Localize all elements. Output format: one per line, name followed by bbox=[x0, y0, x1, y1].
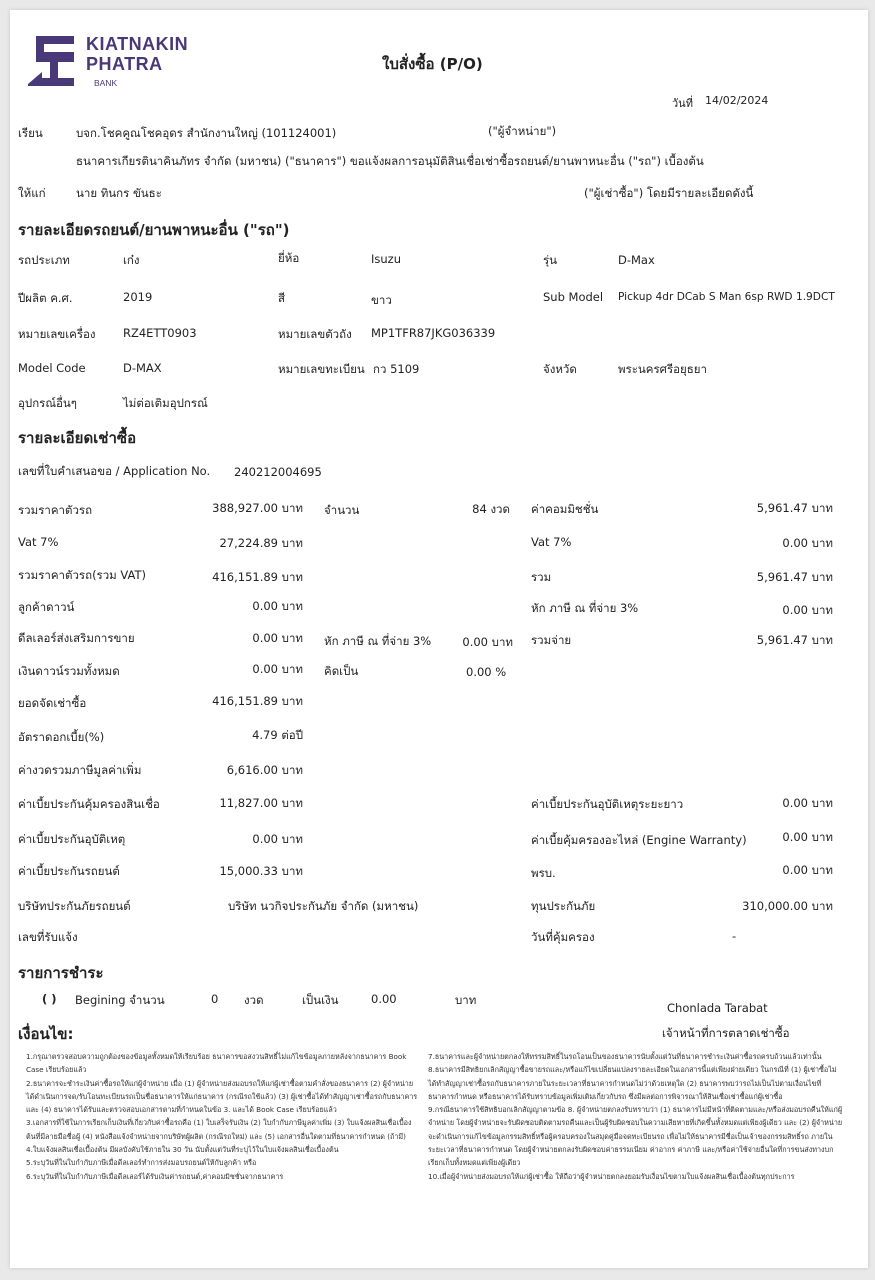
engine-warranty-value: 0.00 บาท bbox=[782, 830, 833, 844]
lease-left-value: 6,616.00 บาท bbox=[226, 763, 303, 777]
condition-item: 9.กรณีธนาคารใช้สิทธิบอกเลิกสัญญาตามข้อ 8. ผู้จำหน่ายตกลงรับทราบว่า (1) ธนาคารไม่มีหน้าที่ติดตามและ/หรือส่งมอบรถคืนให้แก่ผู้จำหน่าย โดยผู้จำหน่ายจะรับผิดชอบติดตามรถคืนและเป็นผู้รับผิดชอบในความเสียหายที่เกิดขึ้นทั้งหมดแต่เพียงผู้เดียว และ (2) ผู้จำหน่ายจะดำเนินการแก้ไขข้อมูลกรรมสิทธิ์หรือผู้ครอบครองในสมุดคู่มือจดทะเบียนรถ เพื่อไม่ให้ธนาคารมีชื่อเป็นเจ้าของกรรมสิทธิ์รถ ภายในระยะเวลาที่ธนาคารกำหนด โดยผู้จำหน่ายตกลงรับผิดชอบค่าธรรมเนียม ค่าอากร ค่าภาษี และ/หรือค่าใช้จ่ายอื่นใดที่การขนส่งทางบกเรียกเก็บทั้งหมดแต่เพียงผู้เดียว bbox=[428, 1105, 843, 1168]
insurance-company-label: บริษัทประกันภัยรถยนต์ bbox=[18, 899, 131, 913]
condition-item: 5.ระบุวันที่ในใบกำกับภาษีเมื่อดีลเลอร์ทำการส่งมอบรถยนต์ให้กับลูกค้า หรือ bbox=[26, 1158, 257, 1168]
conditions-right bbox=[428, 1050, 843, 1183]
begin-label: Begining จำนวน bbox=[75, 993, 165, 1007]
amount-label: เป็นเงิน bbox=[302, 993, 339, 1007]
conditions-left bbox=[26, 1050, 418, 1183]
payment-checkbox[interactable]: ( ) bbox=[42, 992, 57, 1006]
lease-left-value: 4.79 ต่อปี bbox=[252, 728, 303, 742]
vehicle-color-value: ขาว bbox=[371, 293, 392, 307]
purchase-order-page bbox=[10, 10, 868, 1268]
to-label: ให้แก่ bbox=[18, 186, 46, 200]
date-label: วันที่ bbox=[672, 97, 693, 110]
condition-item: 2.ธนาคารจะชำระเงินค่าซื้อรถให้แก่ผู้จำหน่าย เมื่อ (1) ผู้จำหน่ายส่งมอบรถให้แก่ผู้เช่าซื้อตามคำสั่งของธนาคาร (2) ผู้จำหน่ายได้ดำเนินการจด/รับโอนทะเบียนรถเป็นชื่อธนาคารให้แก่ธนาคาร (กรณีรถใช้แล้ว) (3) ผู้เช่าซื้อได้ทำสัญญาเช่าซื้อรถกับธนาคาร และ (4) ธนาคารได้รับและตรวจสอบเอกสารตามที่กำหนดในข้อ 3. และได้ Book Case เรียบร้อยแล้ว bbox=[26, 1078, 418, 1115]
condition-item: 4.ใบแจ้งผลสินเชื่อเบื้องต้น มีผลบังคับใช้ภายใน 30 วัน นับตั้งแต่วันที่ระบุไว้ในใบแจ้งผลสินเชื่อเบื้องต้น bbox=[26, 1145, 339, 1155]
condition-item: 6.ระบุวันที่ในใบกำกับภาษีเมื่อดีลเลอร์ได้รับเงินค่ารถยนต์,ค่าคอมมิชชั่นจากธนาคาร bbox=[26, 1171, 284, 1181]
lease-left-label: ค่าเบี้ยประกันคุ้มครองสินเชื่อ bbox=[18, 797, 160, 811]
application-no-label: เลขที่ใบคำเสนอขอ / Application No. bbox=[18, 464, 211, 478]
brand-line1: KIATNAKIN bbox=[86, 34, 189, 54]
dealer-wht-label: หัก ภาษี ณ ที่จ่าย 3% bbox=[324, 634, 432, 648]
compulsory-insurance-label: พรบ. bbox=[531, 866, 556, 880]
compulsory-insurance-value: 0.00 บาท bbox=[782, 863, 833, 877]
sum-insured-value: 310,000.00 บาท bbox=[742, 899, 833, 913]
lessee-name: นาย ทินกร ขันธะ bbox=[76, 186, 162, 200]
commission-total-label: รวม bbox=[531, 570, 552, 584]
application-no-value: 240212004695 bbox=[234, 465, 322, 479]
lease-left-value: 388,927.00 บาท bbox=[212, 501, 303, 515]
lease-left-value: 0.00 บาท bbox=[252, 599, 303, 613]
commission-payout-value: 5,961.47 บาท bbox=[756, 633, 833, 647]
notification-no-label: เลขที่รับแจ้ง bbox=[18, 930, 78, 944]
vehicle-type-value: เก๋ง bbox=[123, 253, 140, 267]
officer-name: Chonlada Tarabat bbox=[667, 1001, 768, 1015]
bank-logo-icon bbox=[28, 32, 80, 90]
model-code-label: Model Code bbox=[18, 361, 86, 375]
addressee-label: เรียน bbox=[18, 126, 43, 140]
commission-vat-value: 0.00 บาท bbox=[782, 536, 833, 550]
installments-value: 84 งวด bbox=[472, 502, 510, 516]
commission-value: 5,961.47 บาท bbox=[756, 501, 833, 515]
down-percent-value: 0.00 % bbox=[466, 665, 507, 679]
coverage-date-label: วันที่คุ้มครอง bbox=[531, 930, 595, 944]
condition-item: 1.กรุณาตรวจสอบความถูกต้องของข้อมูลทั้งหมดให้เรียบร้อย ธนาคารขอสงวนสิทธิ์ไม่แก้ไขข้อมูลภายหลังจากธนาคาร Book Case เรียบร้อยแล้ว bbox=[26, 1052, 407, 1075]
conditions-heading: เงื่อนไข: bbox=[18, 1025, 74, 1043]
condition-item: 8.ธนาคารมีสิทธิยกเลิกสัญญาซื้อขายรถและ/หรือแก้ไขเปลี่ยนแปลงรายละเอียดในเอกสารนี้แต่เพียงฝ่ายเดียว ในกรณีที่ (1) ผู้เช่าซื้อไม่ได้ทำสัญญาเช่าซื้อรถกับธนาคารภายในระยะเวลาที่ธนาคารกำหนดไม่ว่าด้วยเหตุใด (2) ธนาคารพบว่ารถไม่เป็นไปตามเงื่อนไขที่ธนาคารกำหนด หรือธนาคารได้รับทราบข้อมูลเพิ่มเติมเกี่ยวกับรถ ซึ่งมีผลต่อการพิจารณาให้สินเชื่อเช่าซื้อแก่ผู้เช่าซื้อ bbox=[428, 1065, 837, 1101]
condition-item: 7.ธนาคารและผู้จำหน่ายตกลงให้ทรรมสิทธิ์ในรถโอนเป็นของธนาคารนับตั้งแต่วันที่ธนาคารชำระเงินค่าซื้อรถครบถ้วนแล้วเท่านั้น bbox=[428, 1052, 822, 1061]
plate-number-label: หมายเลขทะเบียน bbox=[278, 362, 365, 376]
lease-left-value: 0.00 บาท bbox=[252, 631, 303, 645]
addressee-company: บจก.โชคคูณโชคอุดร สำนักงานใหญ่ (101124001) bbox=[76, 126, 337, 140]
condition-item: 3.เอกสารที่ใช้ในการเรียกเก็บเงินที่เกี่ยวกับค่าซื้อรถคือ (1) ใบเสร็จรับเงิน (2) ใบกำกับภาษีมูลค่าเพิ่ม (3) ใบแจ้งผลสินเชื่อเบื้องต้นที่มีลายมือชื่อผู้ (4) หนังสือแจ้งจำหน่ายจากบริษัทผู้ผลิต (กรณีรถใหม่) และ (5) เอกสารอื่นใดตามที่ธนาคารกำหนด (ถ้ามี) bbox=[26, 1118, 412, 1141]
officer-title: เจ้าหน้าที่การตลาดเช่าซื้อ bbox=[662, 1026, 790, 1040]
lease-left-label: ยอดจัดเช่าซื้อ bbox=[18, 696, 87, 710]
province-label: จังหวัด bbox=[543, 362, 577, 376]
insurance-company-value: บริษัท นวกิจประกันภัย จำกัด (มหาชน) bbox=[228, 899, 419, 913]
approval-message: ธนาคารเกียรตินาคินภัทร จำกัด (มหาชน) ("ธนาคาร") ขอแจ้งผลการอนุมัติสินเชื่อเช่าซื้อรถยนต์/ยานพาหนะอื่น ("รถ") เบื้องต้น bbox=[76, 154, 704, 168]
currency-label: บาท bbox=[455, 993, 477, 1007]
lease-left-label: ค่าเบี้ยประกันรถยนต์ bbox=[18, 864, 120, 878]
lease-left-value: 11,827.00 บาท bbox=[219, 796, 303, 810]
brand-line3: BANK bbox=[94, 78, 118, 88]
vehicle-color-label: สี bbox=[278, 291, 286, 305]
lease-left-label: ดีลเลอร์ส่งเสริมการขาย bbox=[18, 631, 135, 645]
period-unit: งวด bbox=[244, 993, 264, 1007]
lessee-role: ("ผู้เช่าซื้อ") โดยมีรายละเอียดดังนี้ bbox=[584, 186, 754, 200]
lease-left-value: 0.00 บาท bbox=[252, 662, 303, 676]
vehicle-model-label: รุ่น bbox=[543, 253, 558, 267]
lease-left-label: ลูกค้าดาวน์ bbox=[18, 600, 75, 614]
accessory-value: ไม่ต่อเติมอุปกรณ์ bbox=[123, 396, 208, 410]
vehicle-brand-label: ยี่ห้อ bbox=[278, 251, 300, 265]
vehicle-brand-value: Isuzu bbox=[371, 252, 401, 266]
commission-vat-label: Vat 7% bbox=[531, 535, 572, 549]
lease-left-value: 0.00 บาท bbox=[252, 832, 303, 846]
province-value: พระนครศรีอยุธยา bbox=[618, 362, 708, 376]
commission-label: ค่าคอมมิชชั่น bbox=[531, 502, 599, 516]
lease-heading: รายละเอียดเช่าซื้อ bbox=[18, 429, 137, 447]
vehicle-submodel-value: Pickup 4dr DCab S Man 6sp RWD 1.9DCT bbox=[618, 291, 835, 303]
commission-total-value: 5,961.47 บาท bbox=[756, 570, 833, 584]
lease-left-label: ค่างวดรวมภาษีมูลค่าเพิ่ม bbox=[18, 763, 142, 777]
coverage-date-value: - bbox=[732, 929, 737, 943]
vehicle-year-value: 2019 bbox=[123, 290, 153, 304]
addressee-role: ("ผู้จำหน่าย") bbox=[488, 124, 557, 138]
lease-left-label: รวมราคาตัวรถ(รวม VAT) bbox=[18, 568, 147, 582]
lease-left-value: 416,151.89 บาท bbox=[212, 694, 303, 708]
engine-warranty-label: ค่าเบี้ยคุ้มครองอะไหล่ (Engine Warranty) bbox=[531, 833, 747, 847]
vehicle-type-label: รถประเภท bbox=[18, 253, 70, 267]
lease-left-label: Vat 7% bbox=[18, 535, 59, 549]
commission-payout-label: รวมจ่าย bbox=[531, 633, 572, 647]
lease-left-label: รวมราคาตัวรถ bbox=[18, 503, 93, 517]
condition-item: 10.เมื่อผู้จำหน่ายส่งมอบรถให้แก่ผู้เช่าซื้อ ให้ถือว่าผู้จำหน่ายตกลงยอมรับเงื่อนไขตามใบแจ้งผลสินเชื่อเบื้องต้นทุกประการ bbox=[428, 1171, 795, 1181]
commission-wht-value: 0.00 บาท bbox=[782, 603, 833, 617]
installments-label: จำนวน bbox=[324, 503, 360, 517]
amount-value: 0.00 bbox=[371, 992, 397, 1006]
vehicle-model-value: D-Max bbox=[618, 253, 655, 267]
longterm-accident-label: ค่าเบี้ยประกันอุบัติเหตุระยะยาว bbox=[531, 797, 684, 811]
down-percent-label: คิดเป็น bbox=[324, 664, 359, 678]
lease-left-label: ค่าเบี้ยประกันอุบัติเหตุ bbox=[18, 832, 126, 846]
chassis-number-label: หมายเลขตัวถัง bbox=[278, 327, 352, 341]
accessory-label: อุปกรณ์อื่นๆ bbox=[18, 396, 77, 410]
payment-heading: รายการชำระ bbox=[18, 964, 104, 982]
lease-left-value: 416,151.89 บาท bbox=[212, 570, 303, 584]
lease-left-value: 27,224.89 บาท bbox=[219, 536, 303, 550]
page-title: ใบสั่งซื้อ (P/O) bbox=[382, 55, 483, 73]
lease-left-label: อัตราดอกเบี้ย(%) bbox=[18, 730, 105, 744]
vehicle-submodel-label: Sub Model bbox=[543, 290, 604, 304]
sum-insured-label: ทุนประกันภัย bbox=[531, 899, 596, 913]
vehicle-heading: รายละเอียดรถยนต์/ยานพาหนะอื่น ("รถ") bbox=[18, 221, 290, 239]
model-code-value: D-MAX bbox=[123, 361, 162, 375]
chassis-number-value: MP1TFR87JKG036339 bbox=[371, 326, 496, 340]
vehicle-year-label: ปีผลิต ค.ศ. bbox=[18, 291, 73, 305]
begin-count: 0 bbox=[211, 992, 219, 1006]
lease-left-value: 15,000.33 บาท bbox=[219, 864, 303, 878]
commission-wht-label: หัก ภาษี ณ ที่จ่าย 3% bbox=[531, 601, 639, 615]
engine-number-label: หมายเลขเครื่อง bbox=[18, 327, 96, 341]
plate-number-value: กว 5109 bbox=[373, 362, 420, 376]
date-value: 14/02/2024 bbox=[705, 94, 769, 107]
longterm-accident-value: 0.00 บาท bbox=[782, 796, 833, 810]
brand-line2: PHATRA bbox=[86, 54, 163, 74]
lease-left-label: เงินดาวน์รวมทั้งหมด bbox=[18, 664, 120, 678]
dealer-wht-value: 0.00 บาท bbox=[462, 635, 513, 649]
engine-number-value: RZ4ETT0903 bbox=[123, 326, 197, 340]
